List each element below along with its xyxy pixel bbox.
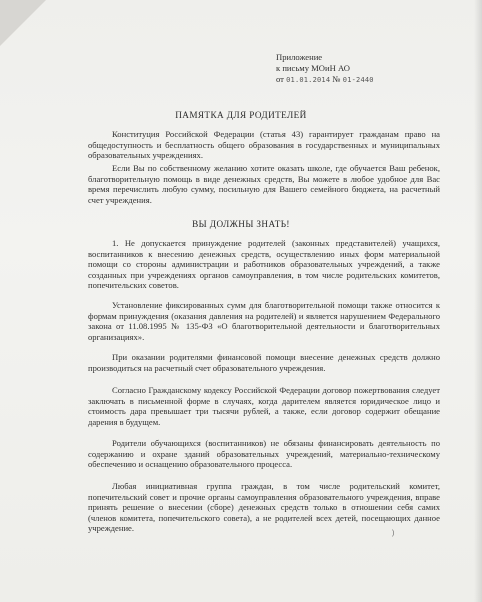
margin-mark: ) bbox=[392, 530, 395, 537]
appendix-line-3 bbox=[276, 74, 374, 86]
intro-paragraph-1: Конституция Российской Федерации (статья 43) гарантирует гражданам право на общедоступность и бесплатность общего образования в государственных и муниципальных образовательных учреждениях. bbox=[88, 129, 440, 161]
main-paragraph-3: При оказании родителями финансовой помощи внесение денежных средств должно производиться на расчетный счет образовательного учреждения. bbox=[88, 352, 440, 373]
document-title: ПАМЯТКА ДЛЯ РОДИТЕЛЕЙ bbox=[175, 110, 307, 120]
main-paragraph-4: Согласно Гражданскому кодексу Российской Федерации договор пожертвования следует заключать в письменной форме в случаях, когда дарителем является юридическое лицо и стоимость дара превышает три тысячи рублей, а также, если договор содержит обещание дарения в будущем. bbox=[88, 385, 440, 427]
main-paragraph-6: Любая инициативная группа граждан, в том числе родительский комитет, попечительский совет и прочие органы самоуправления образовательного учреждения, вправе принять решение о внесении (сборе) денежных средств только в отношении себя самих (членов комитета, попечительского совета), а не родителей всех детей, посещающих данное учреждение. bbox=[88, 481, 440, 534]
appendix-date: 01.01.2014 bbox=[286, 76, 331, 84]
appendix-block bbox=[276, 52, 374, 86]
folded-corner bbox=[0, 0, 46, 46]
document-subtitle: ВЫ ДОЛЖНЫ ЗНАТЬ! bbox=[192, 219, 290, 229]
main-paragraph-2: Установление фиксированных сумм для благотворительной помощи также относится к формам принуждения (оказания давления на родителей) и является нарушением Федерального закона от 11.08.1995 № 135-ФЗ «О благотворительной деятельности и благотворительных организациях». bbox=[88, 300, 440, 342]
appendix-line-2: к письму МОиН АО bbox=[276, 63, 350, 73]
appendix-number-label: № bbox=[332, 74, 341, 84]
page-edge-shadow bbox=[474, 0, 482, 602]
main-paragraph-1: 1. Не допускается принуждение родителей (законных представителей) учащихся, воспитанников к внесению денежных средств, осуществлению иных форм материальной помощи со стороны администрации и работников образовательных учреждений, а также созданных при учреждениях органов самоуправления, в том числе родительских комитетов, попечительских советов. bbox=[88, 238, 440, 291]
appendix-from-label: от bbox=[276, 74, 284, 84]
intro-paragraph-2: Если Вы по собственному желанию хотите оказать школе, где обучается Ваш ребенок, благотворительную помощь в виде денежных средств, Вы можете в любое удобное для Вас время перечислить любую сумму, посильную для Вашего семейного бюджета, на расчетный счет учреждения. bbox=[88, 163, 440, 205]
appendix-line-1: Приложение bbox=[276, 52, 323, 62]
appendix-number: 01-2440 bbox=[342, 76, 374, 84]
main-paragraph-5: Родители обучающихся (воспитанников) не обязаны финансировать деятельность по содержанию и охране зданий образовательных учреждений, материально-техническому обеспечению и оснащению образовательного процесса. bbox=[88, 438, 440, 470]
